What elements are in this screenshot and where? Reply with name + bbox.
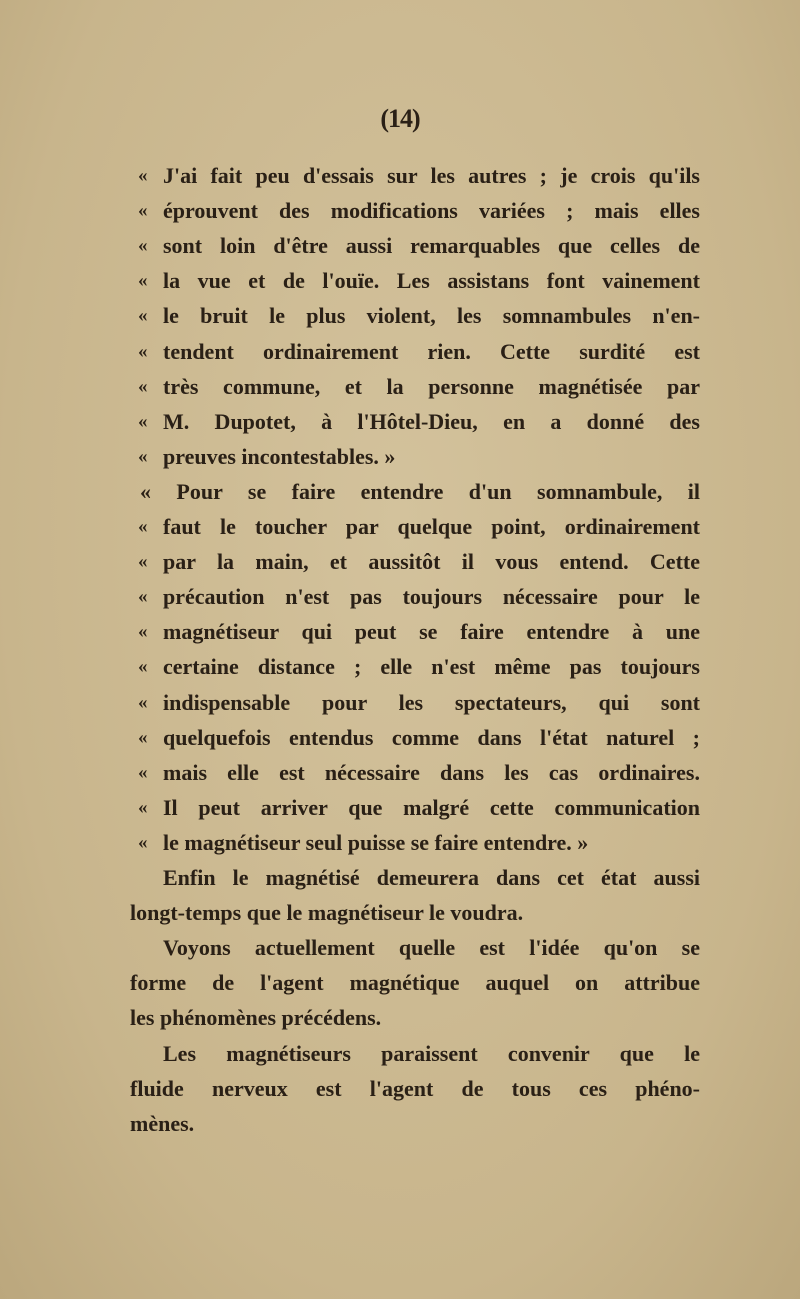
text-line	[0, 1071, 720, 1106]
quote-mark: «	[138, 375, 148, 397]
quote-mark: «	[138, 305, 148, 327]
quote-mark: «	[138, 691, 148, 713]
text-line	[0, 790, 720, 825]
line-text: preuves incontestables. »	[163, 443, 396, 469]
text-line	[0, 334, 720, 369]
text-line	[0, 930, 720, 965]
text-line	[0, 193, 720, 228]
line-text: le magnétiseur seul puisse se faire entendre. »	[163, 829, 589, 855]
quote-mark: «	[138, 165, 148, 186]
text-line	[0, 404, 720, 439]
text-line	[0, 895, 720, 930]
quote-mark: «	[138, 200, 148, 222]
line-text: éprouvent des modifications variées ; mais elles	[163, 198, 700, 224]
text-line	[0, 825, 720, 860]
quote-mark: «	[138, 235, 148, 257]
line-text: quelquefois entendus comme dans l'état naturel ;	[163, 724, 700, 750]
quote-mark: «	[138, 586, 148, 608]
text-line	[0, 474, 720, 509]
quote-mark: «	[138, 621, 148, 643]
line-text: Enfin le magnétisé demeurera dans cet état aussi	[163, 865, 700, 890]
quote-mark: «	[138, 270, 148, 292]
line-text: par la main, et aussitôt il vous entend. Cette	[163, 549, 700, 575]
line-text: fluide nerveux est l'agent de tous ces phéno-	[130, 1075, 700, 1101]
line-text: Voyons actuellement quelle est l'idée qu'on se	[163, 935, 700, 961]
line-text: les phénomènes précédens.	[130, 1005, 382, 1031]
line-text: indispensable pour les spectateurs, qui sont	[163, 689, 700, 715]
text-line	[0, 509, 720, 544]
text-line	[0, 439, 720, 474]
quote-mark: «	[138, 410, 148, 432]
quote-mark: «	[138, 761, 148, 783]
text-line	[0, 755, 720, 790]
line-text: sont loin d'être aussi remarquables que celles de	[163, 233, 700, 259]
quote-mark: «	[138, 726, 148, 748]
text-line	[0, 298, 720, 333]
line-text: très commune, et la personne magnétisée par	[163, 373, 700, 399]
line-text: Il peut arriver que malgré cette communication	[163, 794, 700, 820]
line-text: mais elle est nécessaire dans les cas ordinaires.	[163, 759, 700, 785]
text-line	[0, 965, 720, 1000]
page-number: (14)	[380, 104, 420, 133]
text-line	[0, 614, 720, 649]
line-text: faut le toucher par quelque point, ordinairement	[163, 514, 700, 539]
line-text: mènes.	[130, 1110, 195, 1136]
quote-mark: «	[138, 516, 148, 537]
line-text: magnétiseur qui peut se faire entendre à une	[163, 619, 700, 645]
text-line	[0, 860, 720, 895]
text-line	[0, 544, 720, 579]
line-text: certaine distance ; elle n'est même pas toujours	[163, 654, 700, 680]
text-line	[0, 1000, 720, 1035]
line-text: Les magnétiseurs paraissent convenir que le	[163, 1040, 700, 1066]
text-line	[0, 369, 720, 404]
line-text: forme de l'agent magnétique auquel on attribue	[130, 970, 700, 996]
line-text: précaution n'est pas toujours nécessaire pour le	[163, 584, 700, 610]
text-line	[0, 649, 720, 684]
quote-mark: «	[138, 340, 148, 362]
text-line	[0, 579, 720, 614]
text-line	[0, 685, 720, 720]
line-text: le bruit le plus violent, les somnambules n'en-	[163, 303, 700, 329]
quote-mark: «	[138, 445, 148, 467]
quote-mark: «	[138, 656, 148, 678]
line-text: J'ai fait peu d'essais sur les autres ; je crois qu'ils	[163, 163, 700, 188]
text-line	[0, 1106, 720, 1141]
line-text: M. Dupotet, à l'Hôtel-Dieu, en a donné des	[163, 408, 700, 434]
line-text: « Pour se faire entendre d'un somnambule, il	[140, 478, 700, 504]
quote-mark: «	[138, 796, 148, 818]
quote-mark: «	[138, 551, 148, 573]
line-text: la vue et de l'ouïe. Les assistans font vainement	[163, 268, 700, 294]
quote-mark: «	[138, 831, 148, 853]
text-line	[0, 158, 720, 193]
line-text: tendent ordinairement rien. Cette surdité est	[163, 338, 700, 364]
text-line	[0, 228, 720, 263]
text-line	[0, 720, 720, 755]
line-text: longt-temps que le magnétiseur le voudra.	[130, 900, 524, 926]
text-line	[0, 1036, 720, 1071]
text-line	[0, 263, 720, 298]
